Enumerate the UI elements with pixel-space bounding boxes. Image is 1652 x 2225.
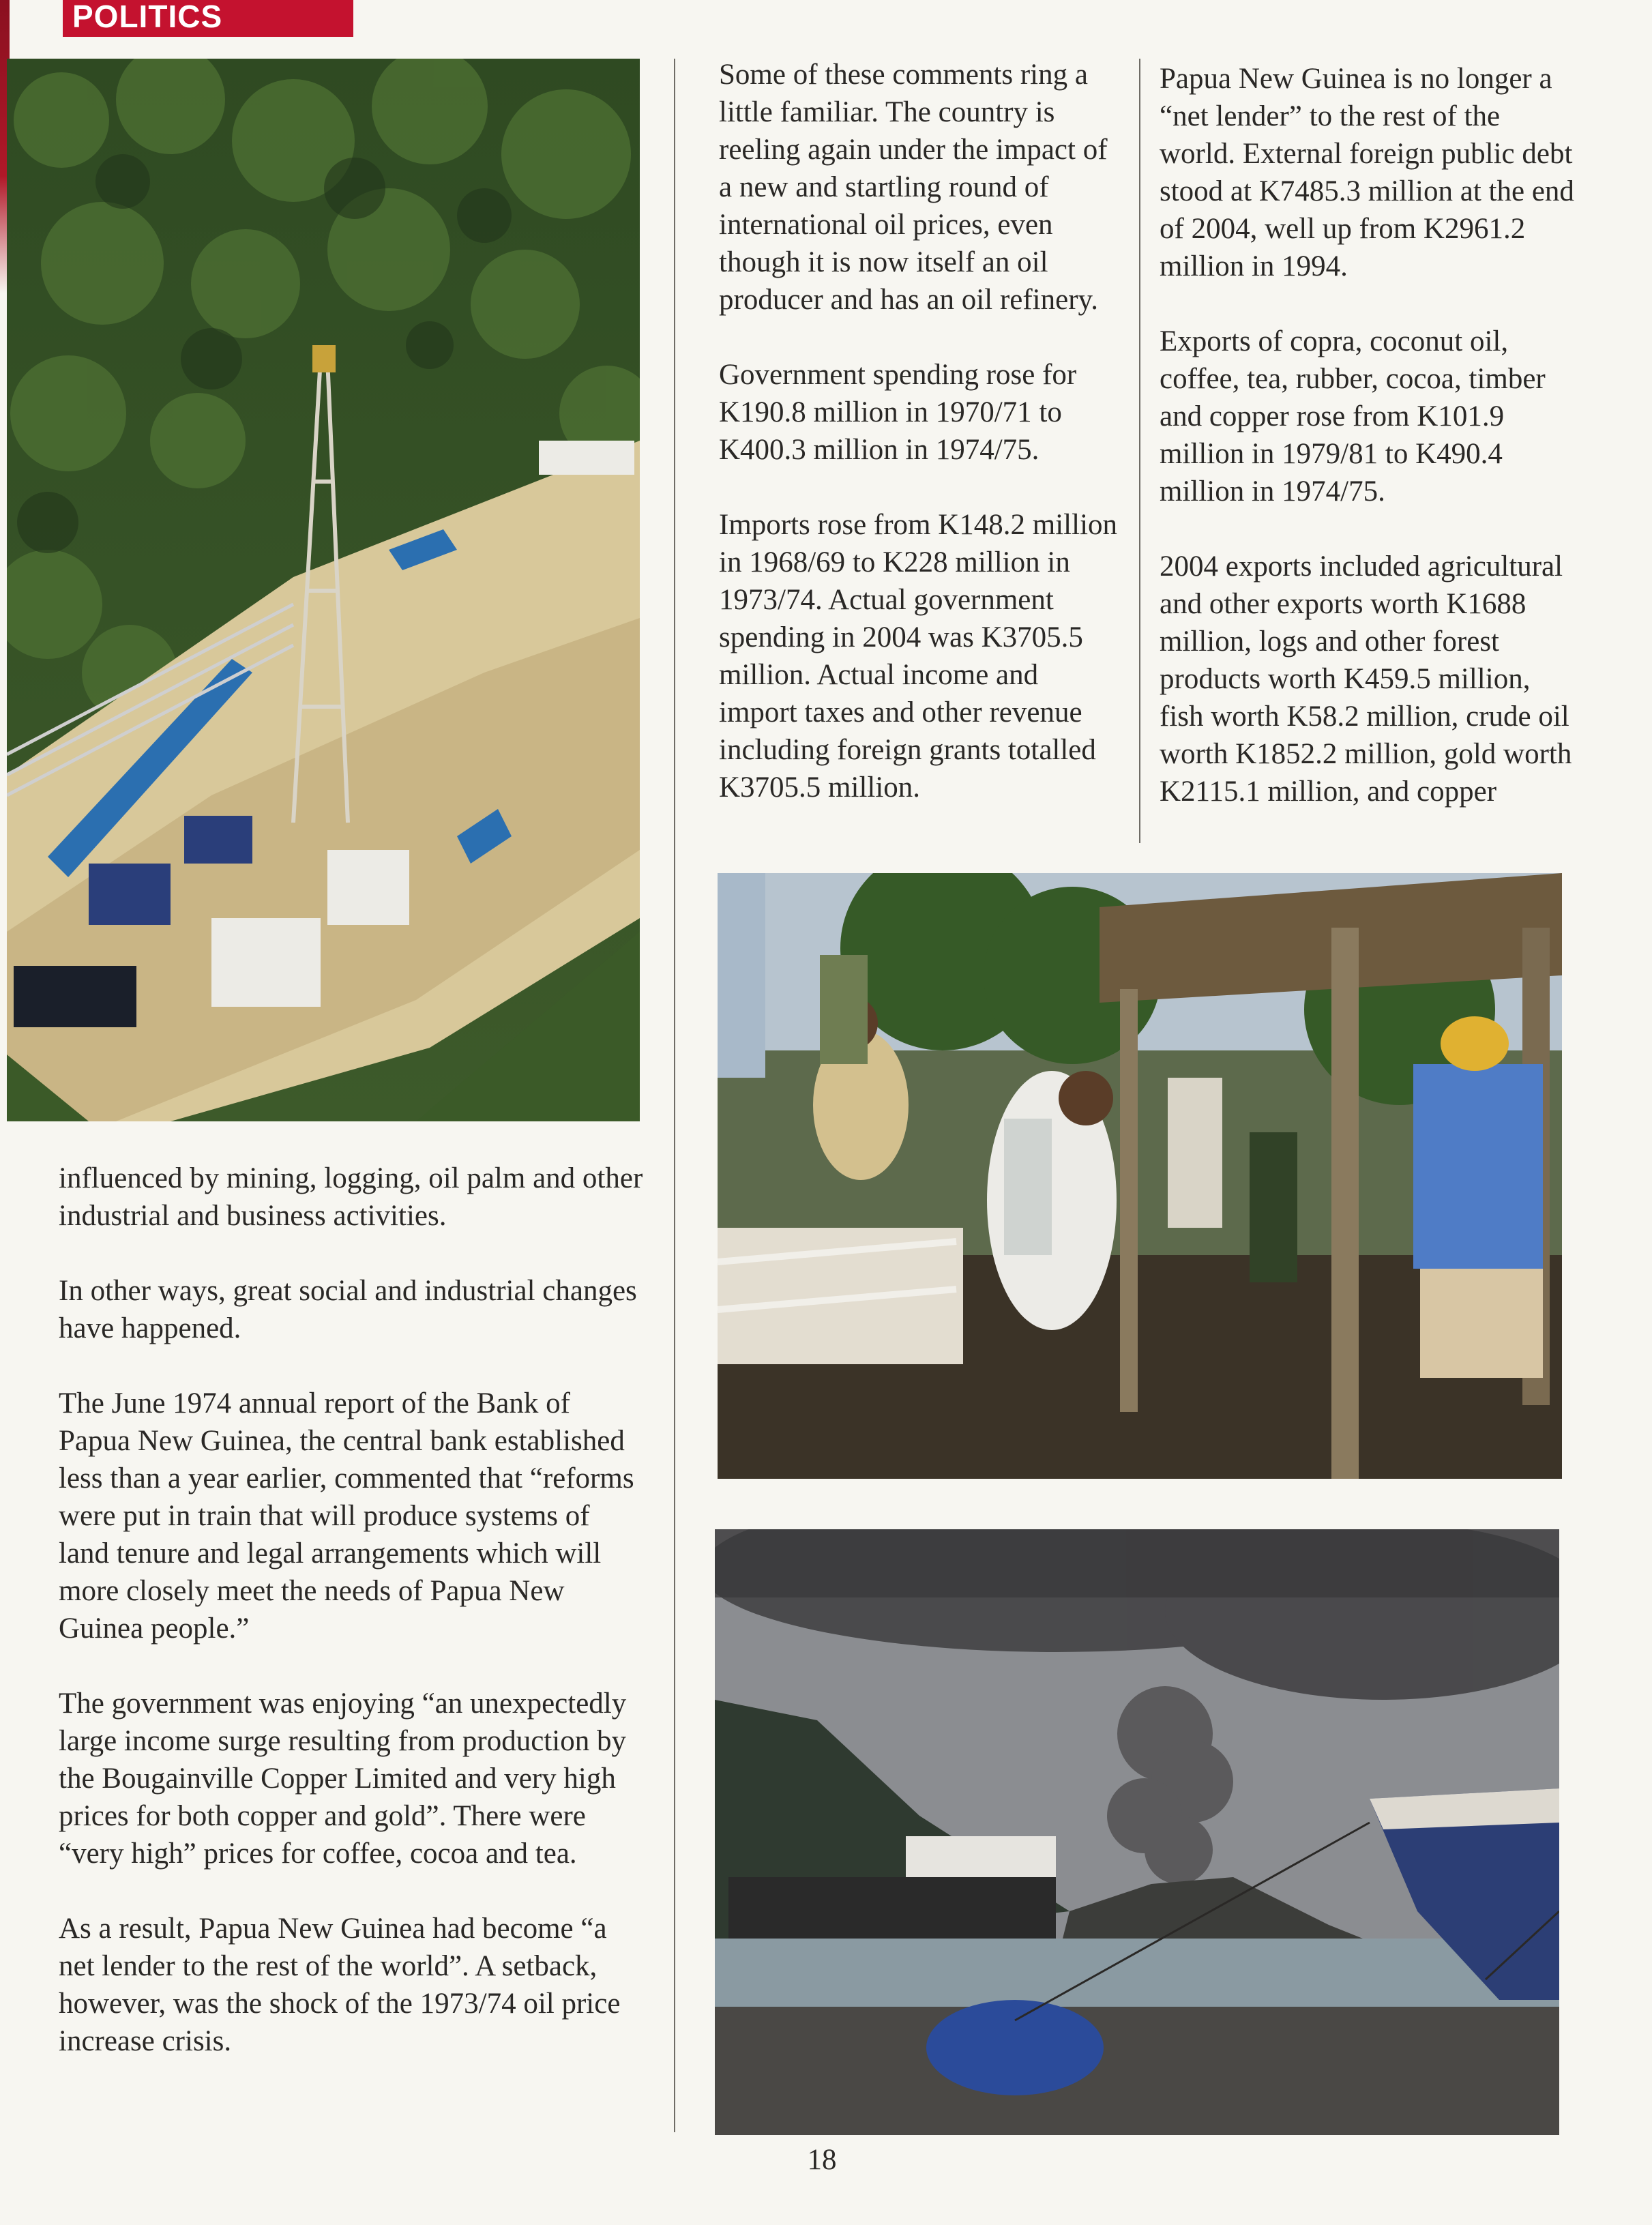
paragraph: Papua New Guinea is no longer a “net lender” to the rest of the world. External foreign public debt stood at K7485.3 million at the end of 2004, well up from K2961.2 million in 1994. xyxy=(1160,63,1574,282)
paragraph: Some of these comments ring a little familiar. The country is reeling again under the impact of a new and startling round of international oil prices, even though it is now itself an oil producer and has an oil refinery. xyxy=(719,59,1108,316)
paragraph: The June 1974 annual report of the Bank of Papua New Guinea, the central bank established less than a year earlier, commented that “reforms were put in train that will produce systems of land tenure and legal arrangements which will more closely meet the needs of Papua New Guinea people.” xyxy=(59,1387,634,1645)
paragraph: Exports of copra, coconut oil, coffee, tea, rubber, cocoa, timber and copper rose from K101.9 million in 1979/81 to K490.4 million in 1974/75. xyxy=(1160,325,1546,507)
column-divider xyxy=(674,59,675,2132)
column-divider xyxy=(1139,59,1140,843)
left-column xyxy=(59,1160,645,2060)
paragraph: 2004 exports included agricultural and other exports worth K1688 million, logs and other forest products worth K459.5 million, fish worth K58.2 million, crude oil worth K1852.2 million, gold worth K2115.1 million, and copper xyxy=(1160,550,1572,808)
volcano-harbour-photo xyxy=(715,1529,1559,2135)
section-tag: POLITICS xyxy=(63,0,353,37)
page-number: 18 xyxy=(807,2144,837,2176)
market-photo xyxy=(718,873,1562,1479)
paragraph: influenced by mining, logging, oil palm and other industrial and business activities. xyxy=(59,1162,643,1232)
middle-column xyxy=(719,56,1121,806)
paragraph: As a result, Papua New Guinea had become “a net lender to the rest of the world”. A setback, however, was the shock of the 1973/74 oil price increase crisis. xyxy=(59,1913,621,2057)
paragraph: Imports rose from K148.2 million in 1968/69 to K228 million in 1973/74. Actual government spending in 2004 was K3705.5 million. Actual income and import taxes and other revenue including foreign grants totalled K3705.5 million. xyxy=(719,509,1118,804)
paragraph: The government was enjoying “an unexpectedly large income surge resulting from production by the Bougainville Copper Limited and very high prices for both copper and gold”. There were “very high” prices for coffee, cocoa and tea. xyxy=(59,1688,627,1870)
oil-rig-photo xyxy=(7,59,640,1121)
paragraph: In other ways, great social and industrial changes have happened. xyxy=(59,1275,637,1344)
paragraph: Government spending rose for K190.8 million in 1970/71 to K400.3 million in 1974/75. xyxy=(719,359,1077,466)
right-column xyxy=(1160,60,1576,810)
